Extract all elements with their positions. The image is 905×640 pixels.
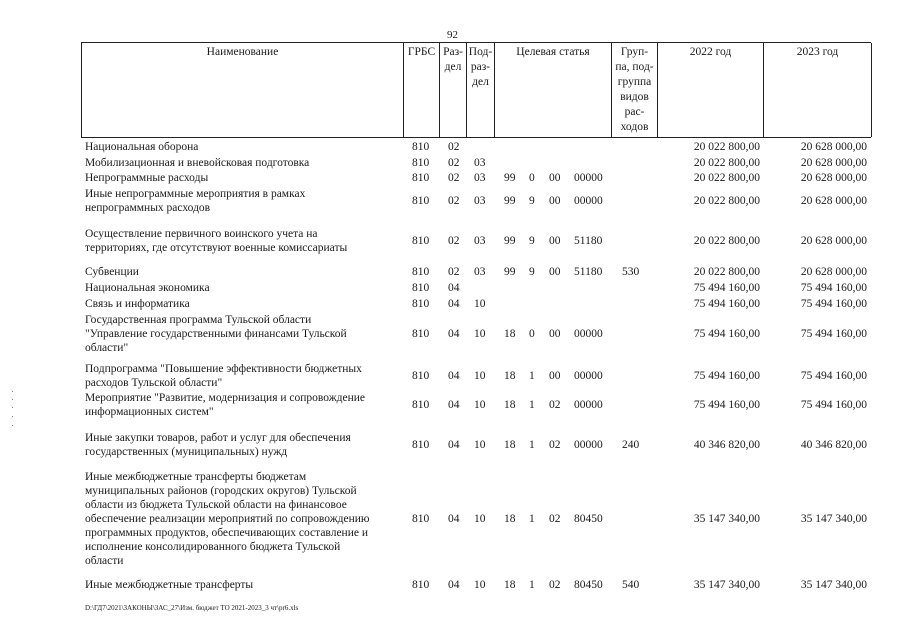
page-number: 92 (447, 29, 458, 41)
cell-grbs: 810 (412, 399, 430, 411)
cell-razdel: 04 (448, 282, 460, 294)
cell-grbs: 810 (412, 157, 430, 169)
cell-grbs: 810 (412, 579, 430, 591)
cell-target-4: 00000 (574, 370, 603, 382)
cell-grbs: 810 (412, 195, 430, 207)
scan-mark (12, 391, 13, 392)
cell-year-2022: 35 147 340,00 (693, 579, 760, 591)
row-name: Осуществление первичного воинского учета на территориях, где отсутствуют военные комиссариаты (85, 228, 348, 254)
cell-target-4: 00000 (574, 439, 603, 451)
cell-target-2: 1 (529, 513, 535, 525)
cell-razdel: 04 (448, 298, 460, 310)
cell-year-2023: 20 628 000,00 (800, 141, 867, 153)
cell-year-2023: 40 346 820,00 (800, 439, 867, 451)
cell-target-1: 18 (504, 439, 516, 451)
cell-grbs: 810 (412, 328, 430, 340)
cell-razdel: 04 (448, 328, 460, 340)
cell-year-2022: 75 494 160,00 (693, 282, 760, 294)
row-name: Субвенции (85, 266, 139, 278)
row-name: Связь и информатика (85, 298, 190, 310)
cell-podrazdel: 03 (474, 266, 486, 278)
row-name: Государственная программа Тульской области "Управление государственными финансами Тульской области" (85, 314, 347, 354)
cell-grbs: 810 (412, 282, 430, 294)
cell-target-1: 99 (504, 172, 516, 184)
cell-razdel: 04 (448, 579, 460, 591)
scan-mark (12, 399, 13, 400)
cell-razdel: 04 (448, 370, 460, 382)
cell-grbs: 810 (412, 235, 430, 247)
cell-target-1: 99 (504, 266, 516, 278)
cell-year-2022: 20 022 800,00 (693, 141, 760, 153)
cell-year-2022: 20 022 800,00 (693, 157, 760, 169)
cell-target-3: 02 (549, 513, 561, 525)
cell-target-1: 18 (504, 513, 516, 525)
cell-grbs: 810 (412, 172, 430, 184)
cell-year-2022: 75 494 160,00 (693, 298, 760, 310)
cell-podrazdel: 10 (474, 298, 486, 310)
cell-podrazdel: 03 (474, 157, 486, 169)
cell-grbs: 810 (412, 298, 430, 310)
cell-grbs: 810 (412, 266, 430, 278)
scan-mark (12, 416, 13, 417)
cell-target-4: 80450 (574, 513, 603, 525)
cell-target-4: 00000 (574, 328, 603, 340)
header-target-article: Целевая статья (495, 43, 612, 137)
cell-target-4: 00000 (574, 399, 603, 411)
cell-group: 240 (622, 439, 640, 451)
cell-target-2: 9 (529, 266, 535, 278)
cell-grbs: 810 (412, 513, 430, 525)
cell-target-4: 00000 (574, 172, 603, 184)
cell-year-2023: 20 628 000,00 (800, 195, 867, 207)
cell-podrazdel: 03 (474, 195, 486, 207)
cell-year-2023: 20 628 000,00 (800, 235, 867, 247)
cell-year-2022: 35 147 340,00 (693, 513, 760, 525)
cell-target-4: 80450 (574, 579, 603, 591)
cell-target-2: 1 (529, 370, 535, 382)
cell-year-2022: 20 022 800,00 (693, 195, 760, 207)
cell-year-2023: 35 147 340,00 (800, 579, 867, 591)
cell-podrazdel: 10 (474, 439, 486, 451)
cell-year-2023: 75 494 160,00 (800, 282, 867, 294)
cell-target-3: 00 (549, 328, 561, 340)
row-name: Непрограммные расходы (85, 172, 209, 184)
cell-target-2: 0 (529, 172, 535, 184)
cell-razdel: 02 (448, 235, 460, 247)
row-name: Национальная экономика (85, 282, 210, 294)
cell-year-2022: 20 022 800,00 (693, 172, 760, 184)
row-name: Национальная оборона (85, 141, 199, 153)
file-path-footer: D:\ГД7\2021\ЗАКОНЫ\ЗАС_27\Изм. бюджет ТО 2021-2023_3 чт\pr6.xls (85, 604, 299, 612)
cell-razdel: 04 (448, 399, 460, 411)
header-razdel: Раз- дел (440, 43, 467, 137)
cell-podrazdel: 03 (474, 235, 486, 247)
cell-podrazdel: 10 (474, 328, 486, 340)
scan-mark (12, 425, 13, 426)
cell-razdel: 04 (448, 513, 460, 525)
cell-target-2: 9 (529, 235, 535, 247)
cell-target-1: 99 (504, 195, 516, 207)
cell-target-3: 02 (549, 439, 561, 451)
cell-target-3: 00 (549, 370, 561, 382)
cell-target-1: 99 (504, 235, 516, 247)
cell-razdel: 02 (448, 195, 460, 207)
cell-group: 540 (622, 579, 640, 591)
cell-target-4: 51180 (574, 235, 603, 247)
row-name: Иные непрограммные мероприятия в рамках непрограммных расходов (85, 188, 306, 214)
cell-razdel: 02 (448, 266, 460, 278)
cell-year-2023: 75 494 160,00 (800, 370, 867, 382)
header-year-2022: 2022 год (658, 43, 764, 137)
cell-target-3: 00 (549, 172, 561, 184)
cell-year-2023: 75 494 160,00 (800, 399, 867, 411)
cell-year-2022: 20 022 800,00 (693, 266, 760, 278)
cell-razdel: 04 (448, 439, 460, 451)
cell-target-1: 18 (504, 370, 516, 382)
header-year-2023: 2023 год (764, 43, 872, 137)
row-name: Мобилизационная и вневойсковая подготовка (85, 157, 310, 169)
row-name: Иные межбюджетные трансферты бюджетам муниципальных районов (городских округов) Тульской области из бюджета Тульской области на финансовое обеспечение реализации мероприятий по сопровождению программных продуктов, обеспечивающих составление и исполнение консолидированного бюджета Тульской области (85, 471, 370, 567)
cell-year-2022: 75 494 160,00 (693, 328, 760, 340)
row-name: Иные закупки товаров, работ и услуг для обеспечения государственных (муниципальных) нужд (85, 432, 351, 458)
cell-target-3: 00 (549, 195, 561, 207)
cell-podrazdel: 10 (474, 579, 486, 591)
cell-podrazdel: 03 (474, 172, 486, 184)
cell-year-2023: 20 628 000,00 (800, 172, 867, 184)
header-podrazdel: Под- раз- дел (467, 43, 495, 137)
cell-razdel: 02 (448, 141, 460, 153)
cell-podrazdel: 10 (474, 370, 486, 382)
cell-podrazdel: 10 (474, 513, 486, 525)
cell-group: 530 (622, 266, 640, 278)
cell-target-2: 1 (529, 579, 535, 591)
header-group: Груп- па, под- группа видов рас- ходов (612, 43, 658, 137)
cell-grbs: 810 (412, 439, 430, 451)
cell-grbs: 810 (412, 370, 430, 382)
cell-target-2: 1 (529, 439, 535, 451)
cell-target-3: 02 (549, 399, 561, 411)
cell-grbs: 810 (412, 141, 430, 153)
cell-target-2: 0 (529, 328, 535, 340)
scan-mark (12, 407, 13, 408)
cell-year-2023: 20 628 000,00 (800, 266, 867, 278)
cell-target-3: 02 (549, 579, 561, 591)
row-name: Иные межбюджетные трансферты (85, 579, 254, 591)
header-grbs: ГРБС (404, 43, 440, 137)
cell-year-2022: 20 022 800,00 (693, 235, 760, 247)
cell-year-2022: 75 494 160,00 (693, 370, 760, 382)
row-name: Подпрограмма "Повышение эффективности бюджетных расходов Тульской области" (85, 363, 362, 389)
cell-target-1: 18 (504, 399, 516, 411)
cell-target-2: 1 (529, 399, 535, 411)
cell-year-2022: 75 494 160,00 (693, 399, 760, 411)
cell-target-1: 18 (504, 328, 516, 340)
cell-target-2: 9 (529, 195, 535, 207)
cell-target-4: 00000 (574, 195, 603, 207)
cell-year-2023: 20 628 000,00 (800, 157, 867, 169)
cell-target-1: 18 (504, 579, 516, 591)
cell-target-3: 00 (549, 235, 561, 247)
table-header (81, 42, 871, 138)
header-name: Наименование (82, 43, 404, 137)
cell-year-2023: 35 147 340,00 (800, 513, 867, 525)
cell-podrazdel: 10 (474, 399, 486, 411)
cell-year-2023: 75 494 160,00 (800, 328, 867, 340)
row-name: Мероприятие "Развитие, модернизация и сопровождение информационных систем" (85, 392, 366, 418)
cell-razdel: 02 (448, 172, 460, 184)
cell-year-2023: 75 494 160,00 (800, 298, 867, 310)
cell-razdel: 02 (448, 157, 460, 169)
cell-target-3: 00 (549, 266, 561, 278)
cell-year-2022: 40 346 820,00 (693, 439, 760, 451)
cell-target-4: 51180 (574, 266, 603, 278)
